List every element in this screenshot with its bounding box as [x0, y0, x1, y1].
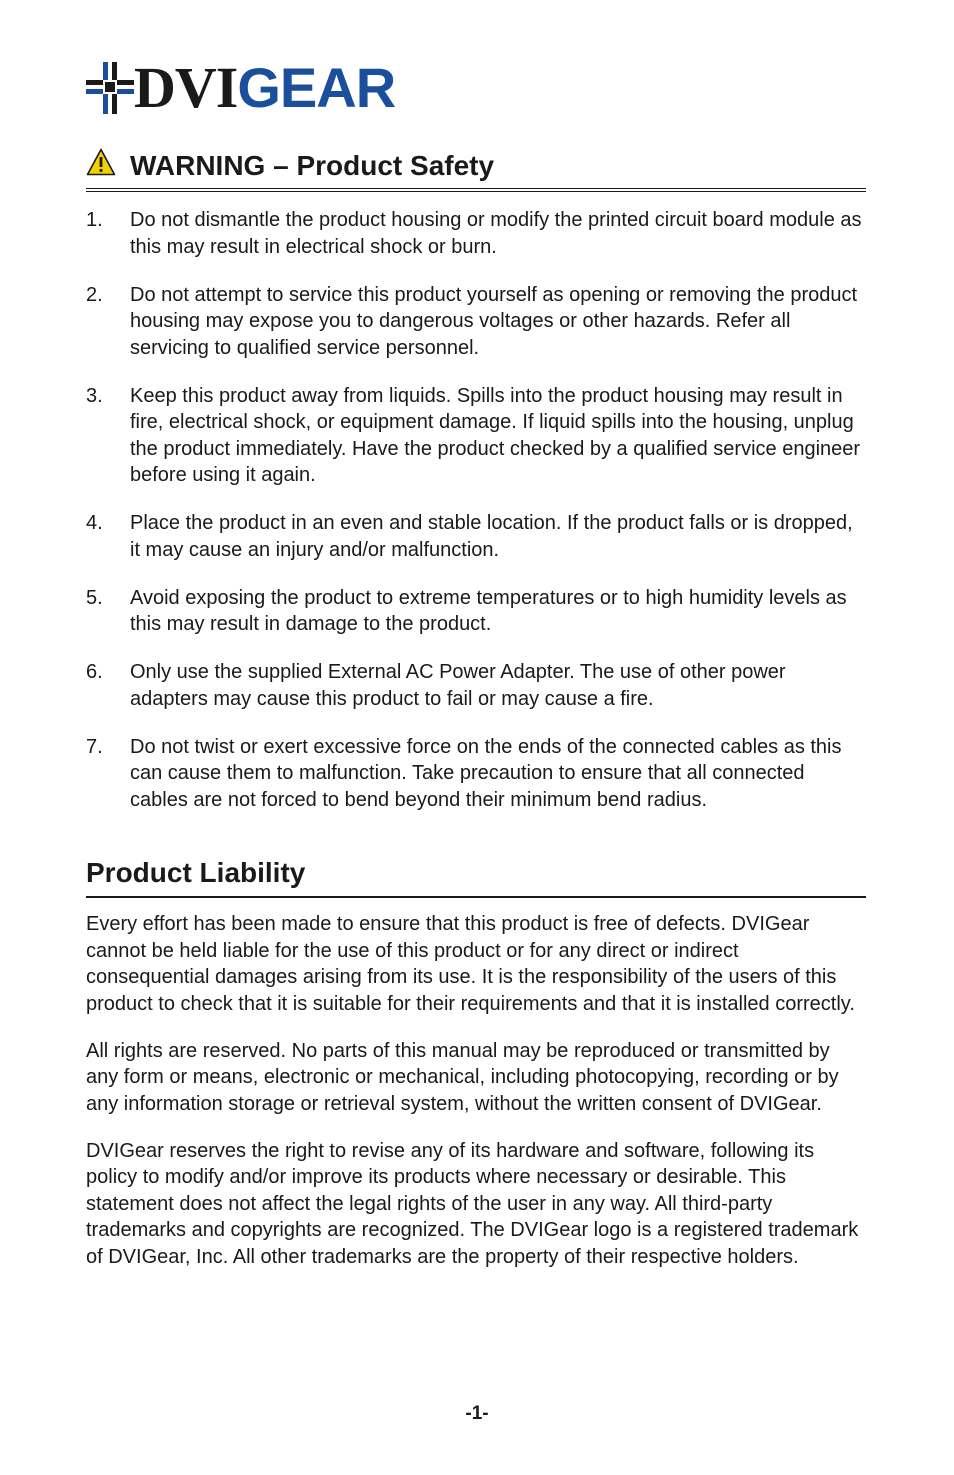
- list-item: [86, 207, 866, 260]
- liability-heading: Product Liability: [86, 857, 306, 888]
- item-number: 3.: [86, 384, 103, 407]
- item-text: Keep this product away from liquids. Spills into the product housing may result in fire, electrical shock, or equipment damage. If liquid spills into the housing, unplug the product immediately. Have the product checked by a qualified service engineer before using it again.: [130, 384, 861, 486]
- list-item: [86, 510, 866, 563]
- rights-paragraph: All rights are reserved. No parts of this manual may be reproduced or transmitted by any form or means, electronic or mechanical, including photocopying, recording or by any information storage or retrieval system, without the written consent of DVIGear.: [86, 1039, 839, 1115]
- item-text: Do not dismantle the product housing or modify the printed circuit board module as this may result in electrical shock or burn.: [130, 209, 862, 258]
- item-text: Avoid exposing the product to extreme temperatures or to high humidity levels as this may result in damage to the product.: [130, 586, 847, 635]
- item-text: Place the product in an even and stable location. If the product falls or is dropped, it may cause an injury and/or malfunction.: [130, 512, 853, 561]
- item-number: 2.: [86, 283, 103, 306]
- logo-text-dvi: DVI: [134, 55, 238, 120]
- list-item: [86, 659, 866, 712]
- item-text: Do not attempt to service this product yourself as opening or removing the product housing may expose you to dangerous voltages or other hazards. Refer all servicing to qualified service personnel.: [130, 283, 858, 359]
- warning-divider: [86, 188, 866, 192]
- list-item: [86, 734, 866, 814]
- safety-list: [86, 207, 866, 813]
- list-item: [86, 383, 866, 489]
- trademark-paragraph: DVIGear reserves the right to revise any of its hardware and software, following its policy to modify and/or improve its products where necessary or desirable. This statement does not affect the legal rights of the user in any way. All third-party trademarks and copyrights are recognized. The DVIGear logo is a registered trademark of DVIGear, Inc. All other trademarks are the property of their respective holders.: [86, 1139, 859, 1268]
- list-item: [86, 282, 866, 362]
- item-text: Only use the supplied External AC Power Adapter. The use of other power adapters may cause this product to fail or may cause a fire.: [130, 661, 786, 710]
- list-item: [86, 585, 866, 638]
- cross-mark-icon: [86, 60, 134, 116]
- item-number: 7.: [86, 735, 103, 758]
- liability-divider: [86, 896, 866, 898]
- warning-heading: [86, 148, 866, 184]
- liability-paragraph: Every effort has been made to ensure that this product is free of defects. DVIGear cannot be held liable for the use of this product or for any direct or indirect consequential damages arising from its use. It is the responsibility of the users of this product to check that it is suitable for their requirements and that it is installed correctly.: [86, 913, 855, 1015]
- item-number: 5.: [86, 586, 103, 609]
- warning-title: WARNING – Product Safety: [130, 150, 495, 181]
- liability-section: [86, 856, 866, 1291]
- item-number: 6.: [86, 661, 103, 683]
- page-number: -1-: [465, 1403, 489, 1424]
- item-number: 1.: [86, 209, 103, 231]
- warning-section: [86, 148, 866, 835]
- warning-triangle-icon: [86, 148, 116, 184]
- logo-text-gear: GEAR: [237, 56, 396, 119]
- item-number: 4.: [86, 512, 103, 534]
- item-text: Do not twist or exert excessive force on the ends of the connected cables as this can cause them to malfunction. Take precaution to ensure that all connected cables are not forced to bend beyond their minimum bend radius.: [130, 735, 842, 811]
- dvigear-logo: [86, 55, 396, 120]
